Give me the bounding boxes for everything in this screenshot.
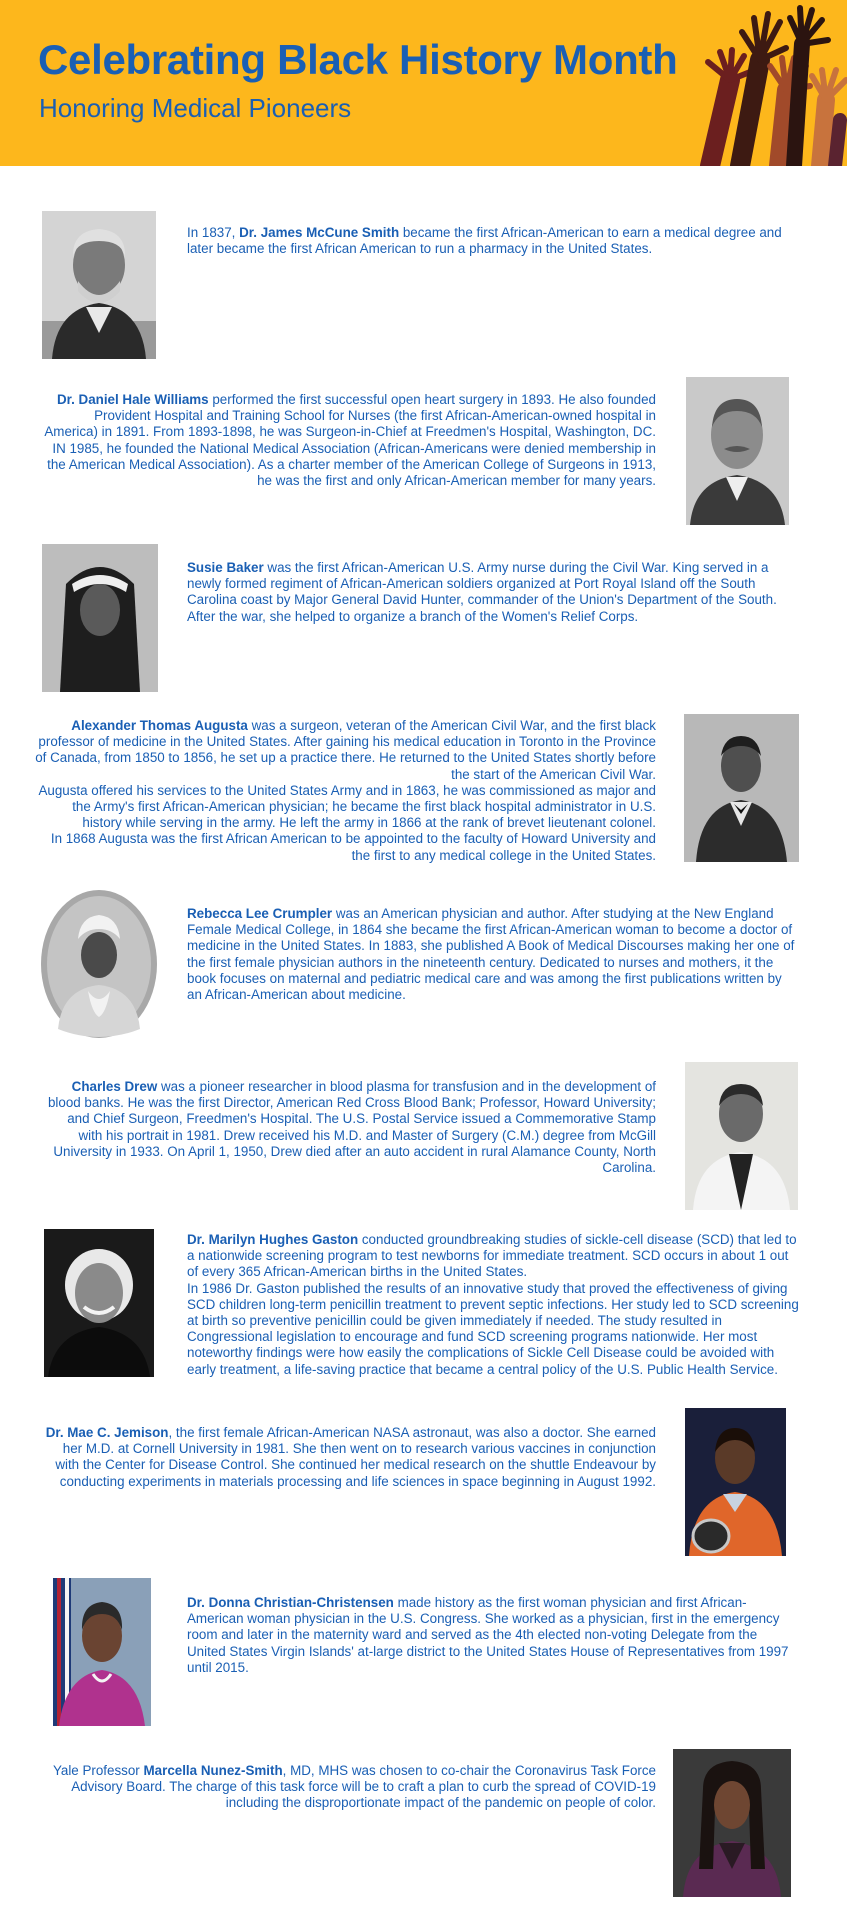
charles-drew-portrait <box>685 1062 798 1210</box>
bio-name: Rebecca Lee Crumpler <box>187 906 333 921</box>
bio-name: Dr. Donna Christian-Christensen <box>187 1595 394 1610</box>
mae-c-jemison-portrait <box>685 1408 786 1556</box>
bio-rebecca-lee-crumpler: Rebecca Lee Crumpler was an American physician and author. After studying at the New England Female Medical College, in 1864 she became the first African-American woman to become a doctor of medicine in the United States. In 1883, she published A Book of Medical Discourses making her one of the first female physician authors in the nineteenth century. Dedicated to nurses and mothers, it the book focuses on maternal and pediatric medical care and was among the first publications written by an African-American about medicine. <box>187 906 795 1003</box>
raised-hands-illustration <box>690 0 847 166</box>
marcella-nunez-smith-portrait <box>673 1749 791 1897</box>
bio-name: Dr. James McCune Smith <box>239 225 400 240</box>
alexander-thomas-augusta-portrait <box>684 714 799 862</box>
bio-james-mccune-smith: In 1837, Dr. James McCune Smith became the first African-American to earn a medical degree and later became the first African American to run a pharmacy in the United States. <box>187 225 782 257</box>
bio-name: Dr. Daniel Hale Williams <box>56 392 209 407</box>
bio-marcella-nunez-smith: Yale Professor Marcella Nunez-Smith, MD, MHS was chosen to co-chair the Coronavirus Task Force Advisory Board. The charge of this task force will be to craft a plan to curb the spread of COVID-19 including the disproportionate impact of the pandemic on people of color. <box>52 1763 656 1811</box>
bio-name: Dr. Mae C. Jemison <box>45 1425 169 1440</box>
page-subtitle: Honoring Medical Pioneers <box>39 93 352 123</box>
bio-name: Alexander Thomas Augusta <box>71 718 248 733</box>
rebecca-lee-crumpler-portrait <box>40 889 158 1039</box>
bio-name: Charles Drew <box>71 1079 158 1094</box>
bio-name: Marcella Nunez-Smith <box>143 1763 283 1778</box>
bio-alexander-thomas-augusta: Alexander Thomas Augusta was a surgeon, veteran of the American Civil War, and the first black professor of medicine in the United States. After gaining his medical education in Toronto in the Province of Canada, from 1850 to 1856, he set up a practice there. He returned to the United States shortly before the start of the American Civil War. Augusta offered his services to the United States Army and in 1863, he was commissioned as major and the Army's first African-American physician; he became the first black hospital administrator in U.S. history while serving in the army. He left the army in 1866 at the rank of brevet lieutenant colonel. In 1868 Augusta was the first African American to be appointed to the faculty of Howard University and the first to any medical college in the United States. <box>35 718 656 863</box>
donna-christian-christensen-portrait <box>53 1578 151 1726</box>
bio-donna-christian-christensen: Dr. Donna Christian-Christensen made history as the first woman physician and first African-American woman physician in the U.S. Congress. She worked as a physician, first in the emergency room and later in the maternity ward and served as the 4th elected non-voting Delegate from the United States Virgin Islands' at-large district to the United States House of Representatives from 1997 until 2015. <box>187 1595 789 1675</box>
james-mccune-smith-portrait <box>42 211 156 359</box>
susie-baker-portrait <box>42 544 158 692</box>
bio-name: Dr. Marilyn Hughes Gaston <box>187 1232 359 1247</box>
bio-marilyn-hughes-gaston: Dr. Marilyn Hughes Gaston conducted groundbreaking studies of sickle-cell disease (SCD) that led to a nationwide screening program to test newborns for immediate treatment. SCD occurs in about 1 out of every 365 African-American births in the United States. In 1986 Dr. Gaston published the results of an innovative study that proved the effectiveness of giving SCD children long-term penicillin treatment to prevent septic infections. Her study led to SCD screening at birth so preventive penicillin could be given immediately if needed. The study resulted in Congressional legislation to encourage and fund SCD screening programs nationwide. Her most noteworthy findings were how easily the complications of Sickle Cell Disease could be avoided with early treatment, a life-saving practice that became a central policy of the U.S. Public Health Service. <box>187 1232 799 1377</box>
page-title: Celebrating Black History Month <box>38 36 678 83</box>
header-banner <box>0 0 847 166</box>
bio-name: Susie Baker <box>187 560 264 575</box>
bio-mae-c-jemison: Dr. Mae C. Jemison, the first female African-American NASA astronaut, was also a doctor. She earned her M.D. at Cornell University in 1981. She then went on to research various vaccines in conjunction with the Center for Disease Control. She continued her medical research on the shuttle Endeavour by conducting experiments in materials processing and life sciences in space beginning in August 1992. <box>45 1425 656 1489</box>
marilyn-hughes-gaston-portrait <box>44 1229 154 1377</box>
bio-daniel-hale-williams: Dr. Daniel Hale Williams performed the first successful open heart surgery in 1893. He also founded Provident Hospital and Training School for Nurses (the first African-American-owned hospital in America) in 1891. From 1893-1898, he was Surgeon-in-Chief at Freedmen's Hospital, Washington, DC. IN 1985, he founded the National Medical Association (African-Americans were denied membership in the American Medical Association). As a charter member of the American College of Surgeons in 1913, he was the first and only African-American member for many years. <box>44 392 656 489</box>
bio-susie-baker: Susie Baker was the first African-American U.S. Army nurse during the Civil War. King served in a newly formed regiment of African-American soldiers organized at Port Royal Island off the South Carolina coast by Major General David Hunter, commander of the Union's Department of the South. After the war, she helped to organize a branch of the Women's Relief Corps. <box>187 560 777 624</box>
daniel-hale-williams-portrait <box>686 377 789 525</box>
bio-charles-drew: Charles Drew was a pioneer researcher in blood plasma for transfusion and in the development of blood banks. He was the first Director, American Red Cross Blood Bank; Professor, Howard University; and Chief Surgeon, Freedmen's Hospital. The U.S. Postal Service issued a Commemorative Stamp with his portrait in 1981. Drew received his M.D. and Master of Surgery (C.M.) degree from McGill University in 1933. On April 1, 1950, Drew died after an auto accident in rural Alamance County, North Carolina. <box>47 1079 656 1176</box>
